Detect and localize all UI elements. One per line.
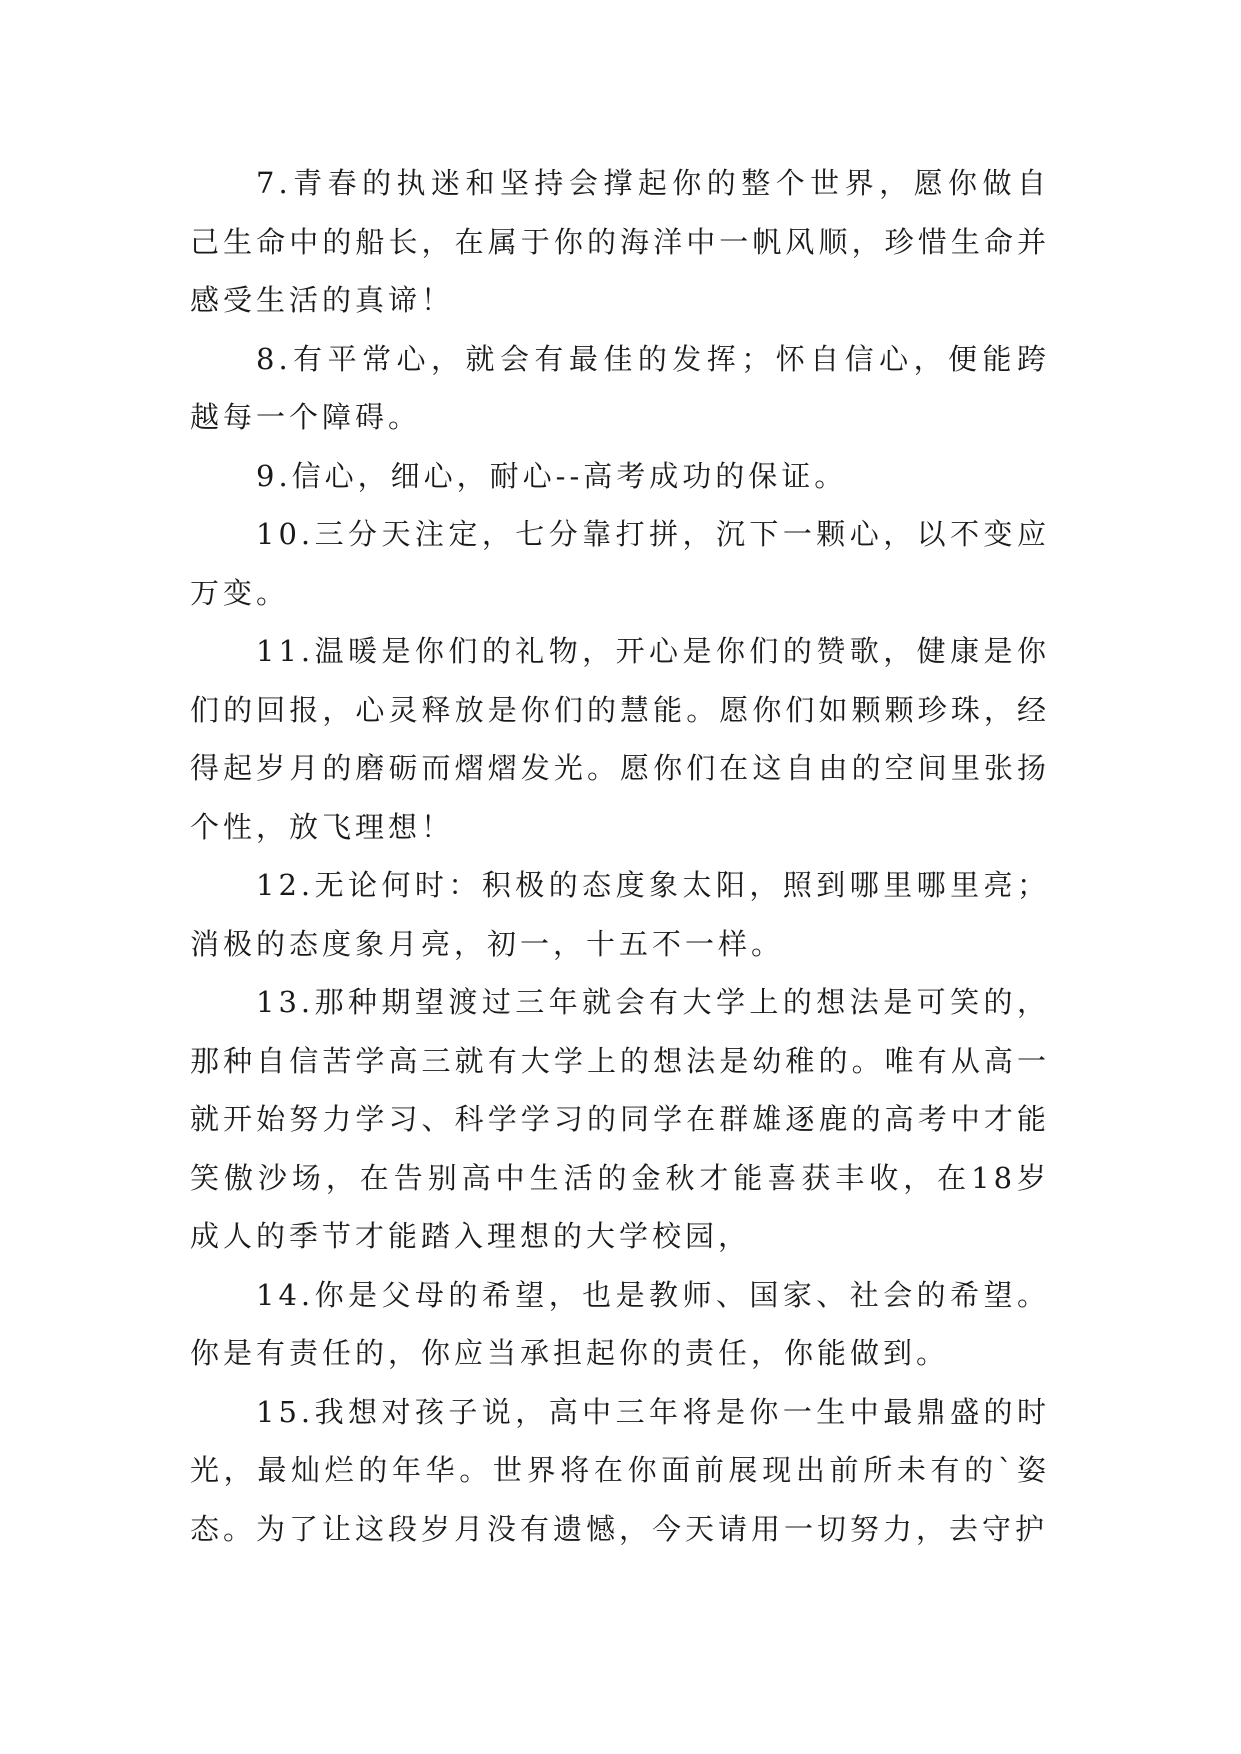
paragraph-8: 8.有平常心，就会有最佳的发挥；怀自信心，便能跨越每一个障碍。 [190,341,1050,434]
paragraph-7: 7.青春的执迷和坚持会撑起你的整个世界，愿你做自己生命中的船长，在属于你的海洋中一帆风顺，珍惜生命并感受生活的真谛！ [190,166,1050,317]
paragraph-15: 15.我想对孩子说，高中三年将是你一生中最鼎盛的时光，最灿烂的年华。世界将在你面前展现出前所未有的`姿态。为了让这段岁月没有遗憾，今天请用一切努力，去守护 [190,1394,1050,1546]
paragraph-12: 12.无论何时：积极的态度象太阳，照到哪里哪里亮；消极的态度象月亮，初一，十五不一样。 [190,868,1050,961]
paragraph-14: 14.你是父母的希望，也是教师、国家、社会的希望。你是有责任的，你应当承担起你的责任，你能做到。 [190,1277,1050,1370]
paragraph-10: 10.三分天注定，七分靠打拼，沉下一颗心，以不变应万变。 [190,517,1050,610]
paragraph-13: 13.那种期望渡过三年就会有大学上的想法是可笑的，那种自信苦学高三就有大学上的想法是幼稚的。唯有从高一就开始努力学习、科学学习的同学在群雄逐鹿的高考中才能笑傲沙场，在告别高中生活的金秋才能喜获丰收，在18岁成人的季节才能踏入理想的大学校园， [190,985,1050,1253]
paragraph-9: 9.信心，细心，耐心--高考成功的保证。 [256,458,848,493]
paragraph-11: 11.温暖是你们的礼物，开心是你们的赞歌，健康是你们的回报，心灵释放是你们的慧能。愿你们如颗颗珍珠，经得起岁月的磨砺而熠熠发光。愿你们在这自由的空间里张扬个性，放飞理想！ [190,634,1050,844]
document-body [190,154,1050,1558]
